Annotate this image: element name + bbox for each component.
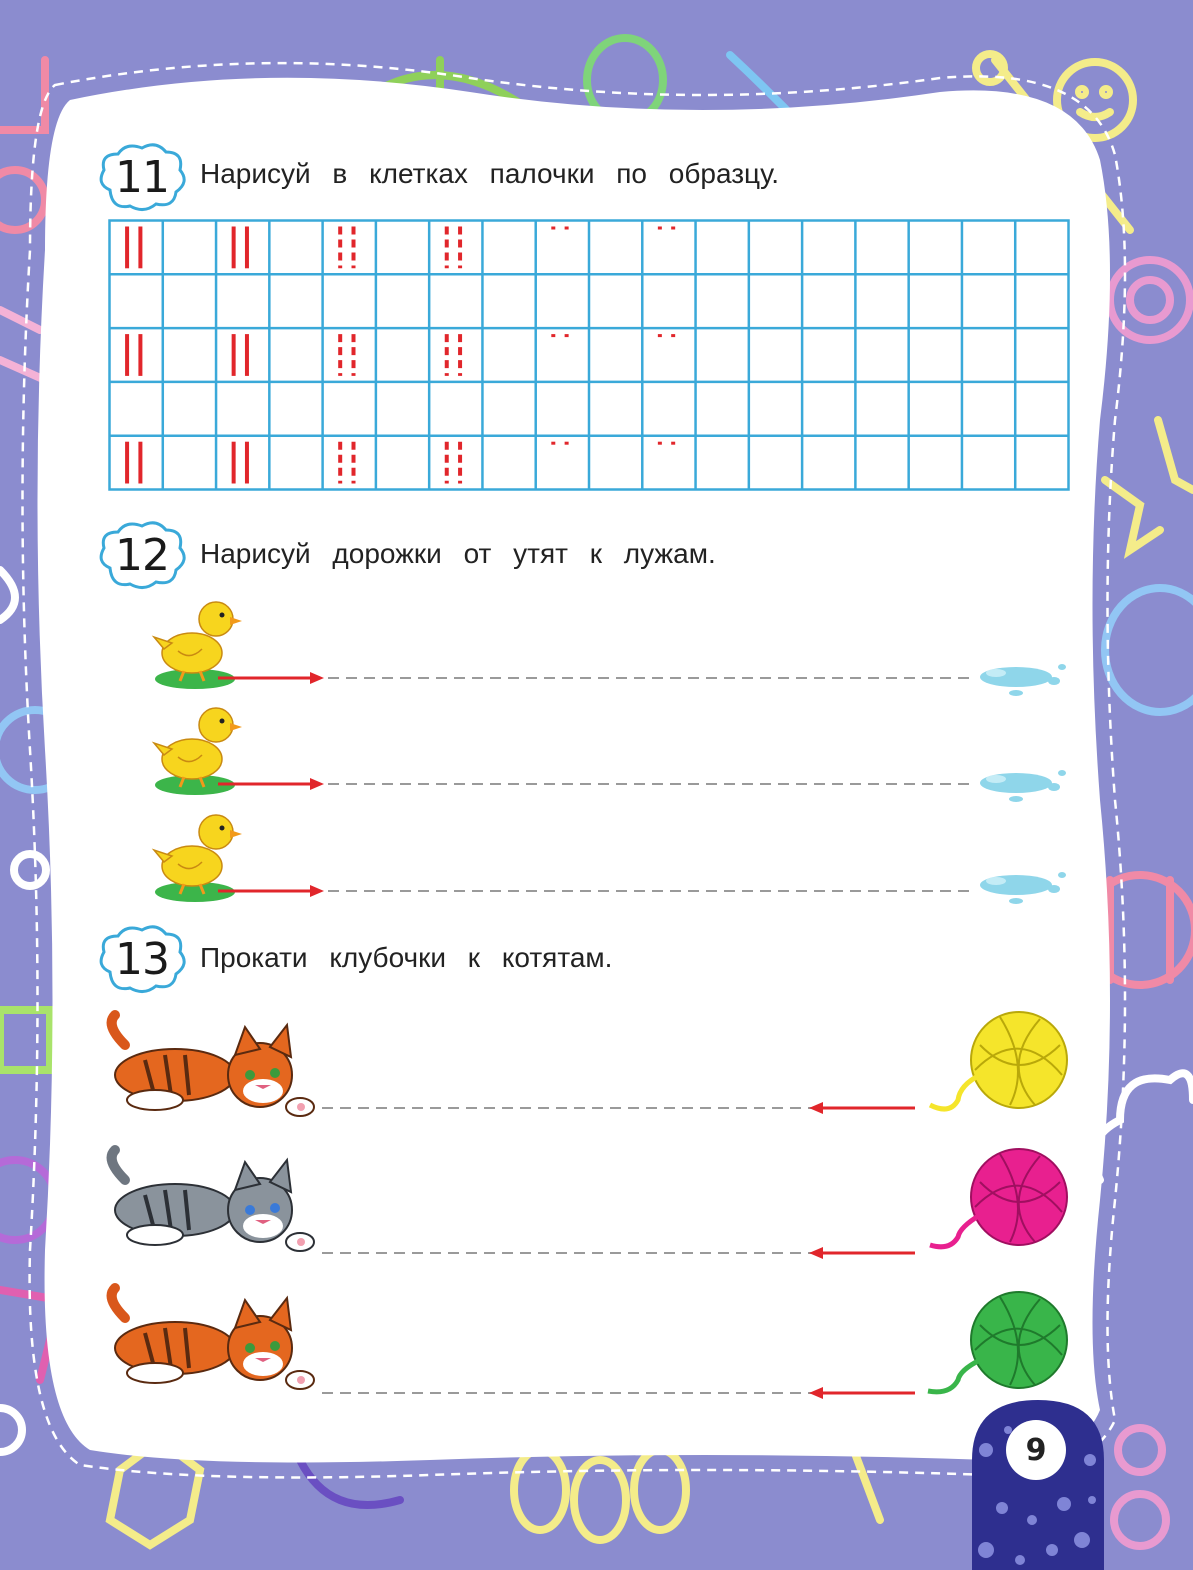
puddle-icon [980,872,1066,904]
kitten-row [112,1149,1067,1259]
task-title: Нарисуй в клетках палочки по образцу. [200,158,780,189]
copy-grid [108,219,1070,491]
task-title: Нарисуй дорожки от утят к лужам. [200,538,716,569]
task-number: 11 [115,151,169,203]
kitten-row [112,1012,1067,1116]
yarn-paths [100,1005,1080,1405]
task-number: 13 [115,933,169,985]
puddle-icon [980,664,1066,696]
arrow-icon [218,672,324,684]
task-number-badge [96,518,188,592]
kitten-row [112,1288,1067,1399]
duck-row [154,815,1066,904]
page-number: 9 [1006,1420,1066,1480]
arrow-icon [218,885,324,897]
duckling-icon [154,815,242,902]
arrow-icon [809,1102,915,1114]
puddle-icon [980,770,1066,802]
yarn-ball-icon [928,1292,1067,1392]
task-title: Прокати клубочки к котятам. [200,942,613,973]
arrow-icon [218,778,324,790]
arrow-icon [809,1387,915,1399]
duckling-icon [154,708,242,795]
duckling-icon [154,602,242,689]
task-number-badge [96,140,188,214]
duck-row [154,708,1066,802]
duck-paths [140,585,1080,905]
duck-row [154,602,1066,696]
yarn-ball-icon [930,1012,1067,1109]
arrow-icon [809,1247,915,1259]
task-number: 12 [115,529,169,581]
kitten-icon [112,1150,314,1251]
yarn-ball-icon [930,1149,1067,1247]
task-number-badge [96,922,188,996]
kitten-icon [112,1015,314,1116]
kitten-icon [112,1288,314,1389]
